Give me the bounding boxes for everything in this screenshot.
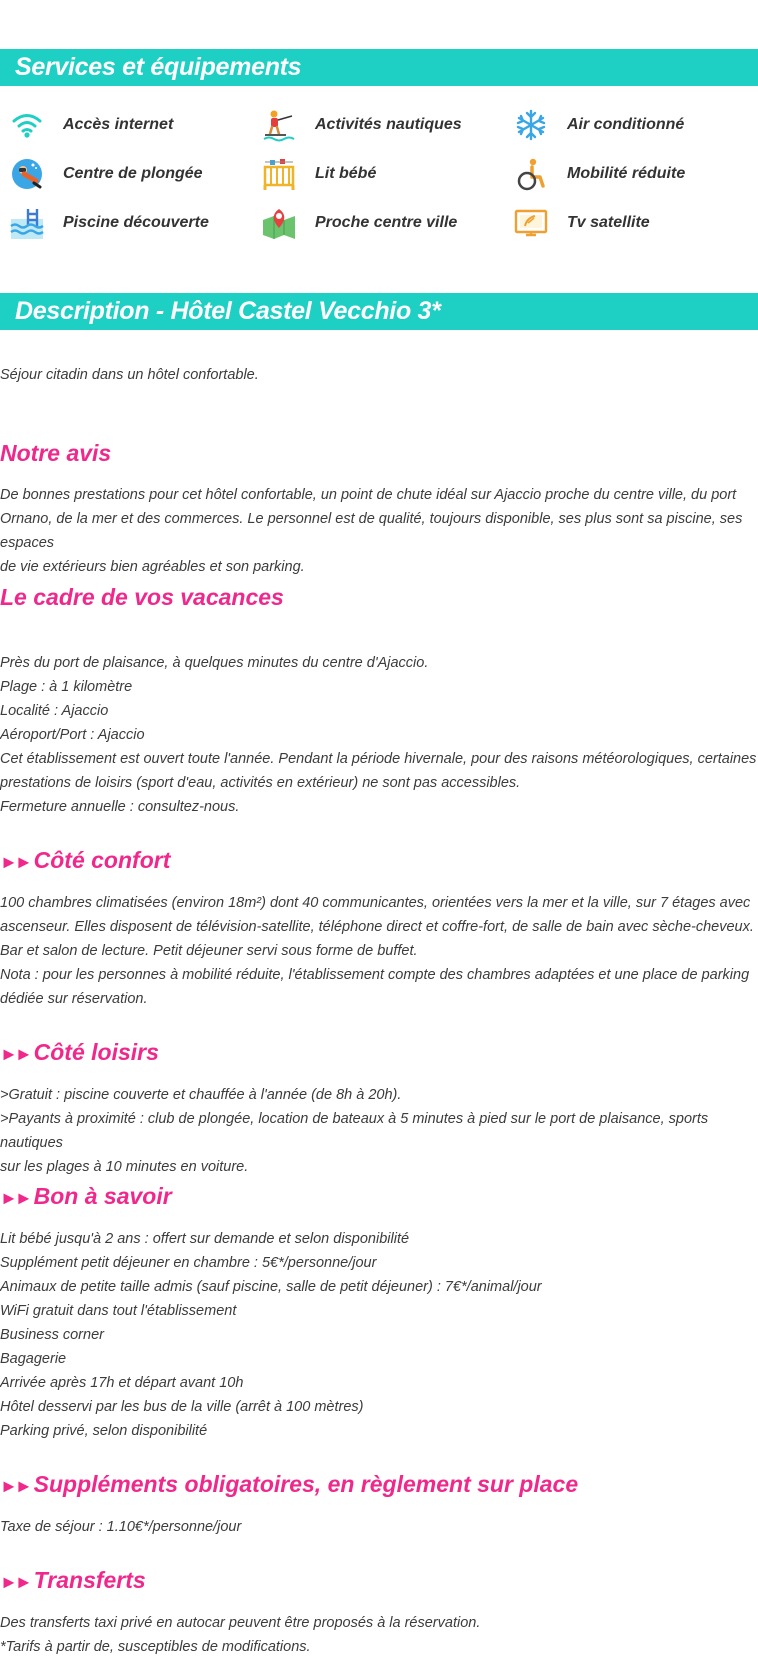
loisirs-text <box>0 1083 758 1179</box>
text-line: Près du port de plaisance, à quelques minutes du centre d'Ajaccio. <box>0 655 429 671</box>
service-label: Accès internet <box>63 116 174 133</box>
service-mobilite <box>514 157 685 191</box>
text-line: >Gratuit : piscine couverte et chauffée à l'année (de 8h à 20h). <box>0 1087 402 1103</box>
supplements-text <box>0 1515 758 1539</box>
text-line: Hôtel desservi par les bus de la ville (arrêt à 100 mètres) <box>0 1399 364 1415</box>
confort-title <box>0 847 170 874</box>
avis-title-text: Notre avis <box>0 440 112 466</box>
text-line: Nota : pour les personnes à mobilité réduite, l'établissement compte des chambres adaptées et une place de parking <box>0 967 750 983</box>
services-title: Services et équipements <box>15 53 302 81</box>
service-label: Lit bébé <box>315 165 377 182</box>
text-line: Bar et salon de lecture. Petit déjeuner servi sous forme de buffet. <box>0 943 418 959</box>
water-ski-icon <box>262 108 296 142</box>
text-line: Animaux de petite taille admis (sauf piscine, salle de petit déjeuner) : 7€*/animal/jour <box>0 1279 542 1295</box>
service-plongee <box>10 157 203 191</box>
text-line: Fermeture annuelle : consultez-nous. <box>0 799 240 815</box>
service-label: Proche centre ville <box>315 214 458 231</box>
service-label: Mobilité réduite <box>567 165 686 182</box>
service-label: Air conditionné <box>567 116 685 133</box>
arrow-marker: ►► <box>0 1188 30 1208</box>
cadre-title-text: Le cadre de vos vacances <box>0 584 284 610</box>
text-line: >Payants à proximité : club de plongée, location de bateaux à 5 minutes à pied sur le port de plaisance, sports nautiques <box>0 1111 709 1151</box>
text-line: ascenseur. Elles disposent de télévision-satellite, téléphone direct et coffre-fort, de salle de bain avec sèche-cheveux. <box>0 919 754 935</box>
service-label: Piscine découverte <box>63 214 209 231</box>
avis-title <box>0 440 111 467</box>
text-line: Ornano, de la mer et des commerces. Le personnel est de qualité, toujours disponible, ses plus sont sa piscine, ses espaces <box>0 511 743 551</box>
text-line: Localité : Ajaccio <box>0 703 109 719</box>
loisirs-title-text: Côté loisirs <box>33 1039 159 1065</box>
arrow-marker: ►► <box>0 1476 30 1496</box>
map-pin-icon <box>262 206 296 240</box>
transferts-title <box>0 1567 146 1594</box>
service-centreville <box>262 206 457 240</box>
arrow-marker: ►► <box>0 852 30 872</box>
cadre-title <box>0 584 284 611</box>
snowflake-icon <box>514 108 548 142</box>
text-line: Business corner <box>0 1327 104 1343</box>
text-line: De bonnes prestations pour cet hôtel confortable, un point de chute idéal sur Ajaccio proche du centre ville, du port <box>0 487 737 503</box>
savoir-title <box>0 1183 172 1210</box>
text-line: Plage : à 1 kilomètre <box>0 679 133 695</box>
text-line: dédiée sur réservation. <box>0 991 148 1007</box>
text-line: Parking privé, selon disponibilité <box>0 1423 208 1439</box>
cadre-text <box>0 651 758 819</box>
satellite-tv-icon <box>514 206 548 240</box>
text-line: Supplément petit déjeuner en chambre : 5€*/personne/jour <box>0 1255 377 1271</box>
text-line: *Tarifs à partir de, susceptibles de modifications. <box>0 1639 311 1655</box>
text-line: de vie extérieurs bien agréables et son parking. <box>0 559 305 575</box>
avis-text <box>0 483 758 579</box>
text-line: Taxe de séjour : 1.10€*/personne/jour <box>0 1519 242 1535</box>
text-line: Aéroport/Port : Ajaccio <box>0 727 145 743</box>
service-clim <box>514 108 684 142</box>
services-header <box>0 49 758 86</box>
service-tv <box>514 206 650 240</box>
service-internet <box>10 108 173 142</box>
arrow-marker: ►► <box>0 1044 30 1064</box>
service-label: Activités nautiques <box>315 116 462 133</box>
service-litbebe <box>262 157 376 191</box>
text-line: 100 chambres climatisées (environ 18m²) dont 40 communicantes, orientées vers la mer et la ville, sur 7 étages avec <box>0 895 751 911</box>
description-intro <box>0 363 758 387</box>
text-line: Arrivée après 17h et départ avant 10h <box>0 1375 244 1391</box>
text-line: prestations de loisirs (sport d'eau, activités en extérieur) ne sont pas accessibles. <box>0 775 521 791</box>
loisirs-title <box>0 1039 159 1066</box>
crib-icon <box>262 157 296 191</box>
supplements-title-text: Suppléments obligatoires, en règlement sur place <box>33 1471 579 1497</box>
supplements-title <box>0 1471 578 1498</box>
intro-line: Séjour citadin dans un hôtel confortable. <box>0 367 259 383</box>
pool-icon <box>10 206 44 240</box>
service-nautique <box>262 108 462 142</box>
text-line: sur les plages à 10 minutes en voiture. <box>0 1159 249 1175</box>
diver-icon <box>10 157 44 191</box>
description-title: Description - Hôtel Castel Vecchio 3* <box>15 297 441 325</box>
text-line: WiFi gratuit dans tout l'établissement <box>0 1303 237 1319</box>
text-line: Bagagerie <box>0 1351 67 1367</box>
confort-title-text: Côté confort <box>33 847 171 873</box>
wifi-icon <box>10 108 44 142</box>
savoir-text <box>0 1227 758 1443</box>
service-label: Tv satellite <box>567 214 650 231</box>
transferts-title-text: Transferts <box>33 1567 146 1593</box>
description-header <box>0 293 758 330</box>
wheelchair-icon <box>514 157 548 191</box>
transferts-text <box>0 1611 758 1659</box>
service-piscine <box>10 206 209 240</box>
savoir-title-text: Bon à savoir <box>33 1183 172 1209</box>
arrow-marker: ►► <box>0 1572 30 1592</box>
service-label: Centre de plongée <box>63 165 203 182</box>
text-line: Des transferts taxi privé en autocar peuvent être proposés à la réservation. <box>0 1615 481 1631</box>
text-line: Cet établissement est ouvert toute l'année. Pendant la période hivernale, pour des raisons météorologiques, certaines <box>0 751 757 767</box>
text-line: Lit bébé jusqu'à 2 ans : offert sur demande et selon disponibilité <box>0 1231 410 1247</box>
confort-text <box>0 891 758 1011</box>
